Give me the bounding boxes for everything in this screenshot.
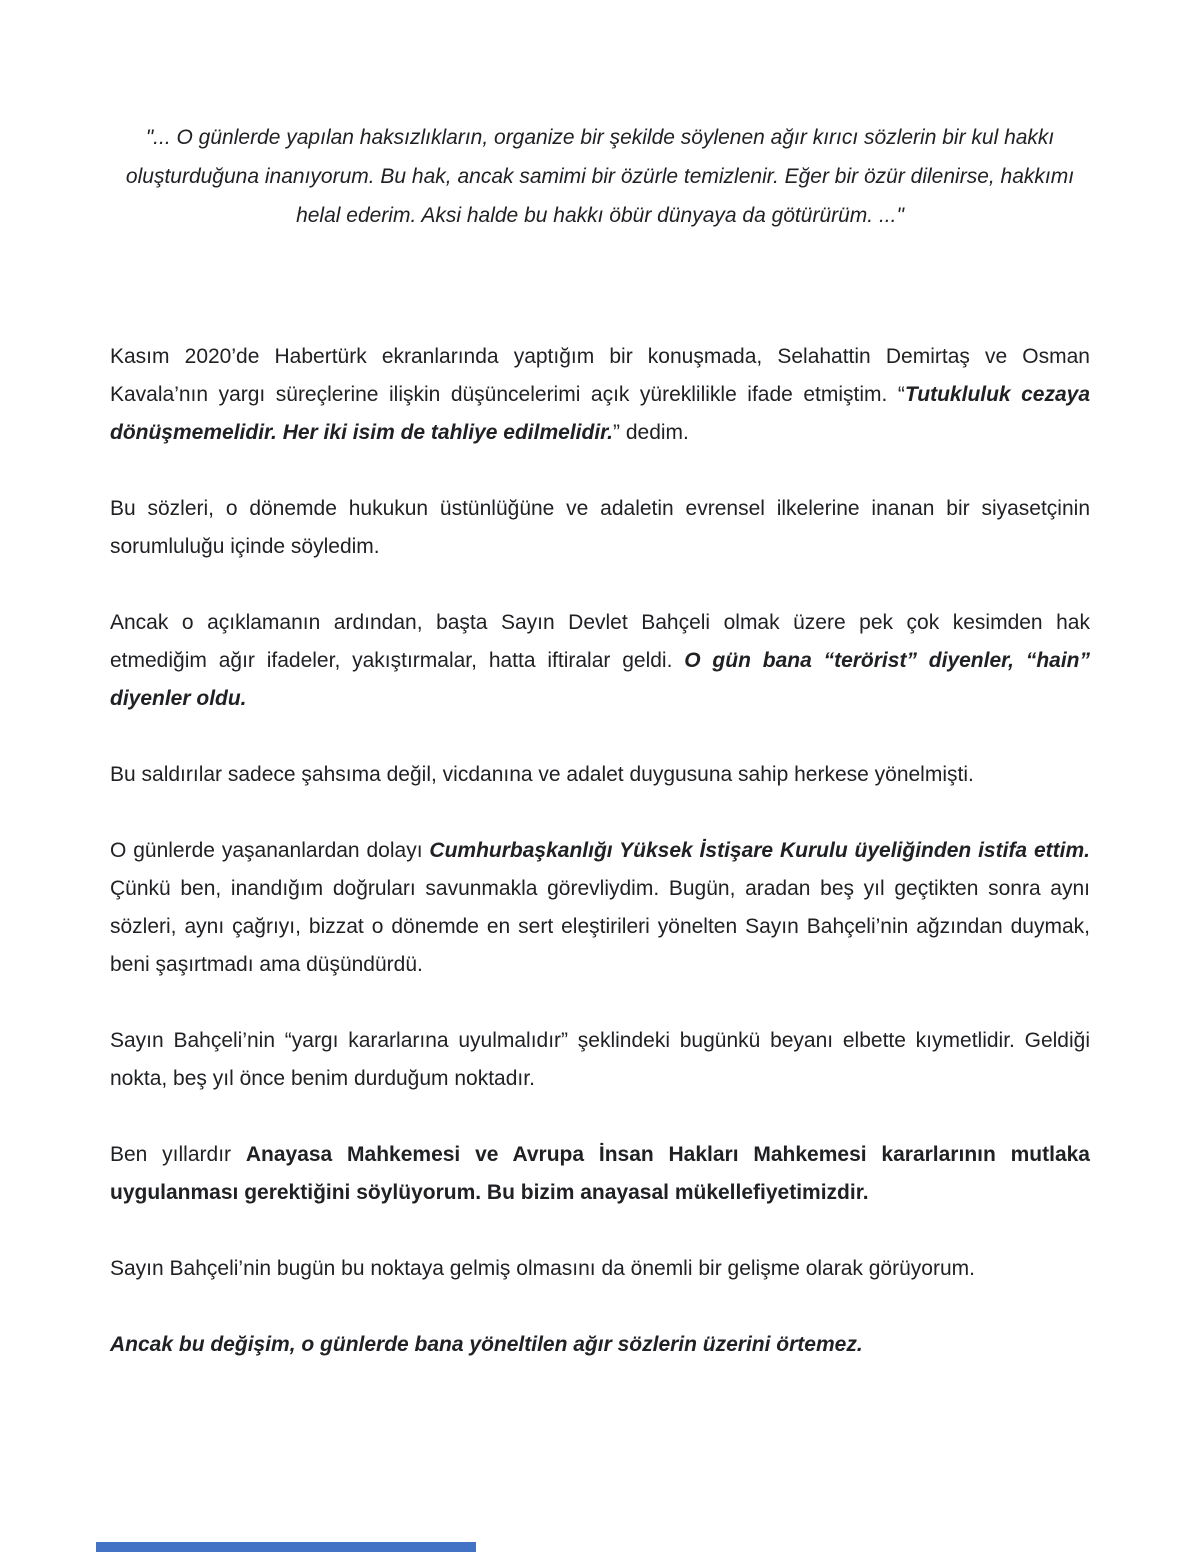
body-paragraph [110, 1326, 1090, 1364]
text-run: Anayasa Mahkemesi ve Avrupa İnsan Hakları Mahkemesi kararlarının mutlaka uygulanması gerektiğini söylüyorum. Bu bizim anayasal mükellefiyetimizdir. [110, 1143, 1090, 1204]
body-paragraph [110, 604, 1090, 718]
body-paragraph [110, 756, 1090, 794]
text-run: Ancak bu değişim, o günlerde bana yöneltilen ağır sözlerin üzerini örtemez. [110, 1333, 863, 1356]
text-run: Çünkü ben, inandığım doğruları savunmakla görevliydim. Bugün, aradan beş yıl geçtikten sonra aynı sözleri, aynı çağrıyı, bizzat o dönemde en sert eleştirileri yönelten Sayın Bahçeli’nin ağzından duymak, beni şaşırtmadı ama düşündürdü. [110, 877, 1090, 976]
text-run: Bu sözleri, o dönemde hukukun üstünlüğüne ve adaletin evrensel ilkelerine inanan bir siyasetçinin sorumluluğu içinde söyledim. [110, 497, 1090, 558]
opening-quote: "... O günlerde yapılan haksızlıkların, organize bir şekilde söylenen ağır kırıcı sözlerin bir kul hakkı oluşturduğuna inanıyorum. Bu hak, ancak samimi bir özürle temizlenir. Eğer bir özür dilenirse, hakkımı helal ederim. Aksi halde bu hakkı öbür dünyaya da götürürüm. ..." [125, 126, 1075, 227]
body-paragraph [110, 1136, 1090, 1212]
text-run: Tutukluluk cezaya dönüşmemelidir. Her iki isim de tahliye edilmelidir. [110, 383, 1091, 444]
text-run: O gün bana “terörist” diyenler, “hain” diyenler oldu. [110, 649, 1090, 710]
body-paragraph [110, 338, 1090, 452]
text-run: O günlerde yaşananlardan dolayı [110, 839, 430, 862]
body-paragraph [110, 1022, 1090, 1098]
text-run: ” dedim. [613, 421, 689, 444]
text-run: Ancak o açıklamanın ardından, başta Sayın Devlet Bahçeli olmak üzere pek çok kesimden hak etmediğim ağır ifadeler, yakıştırmalar, hatta iftiralar geldi. [110, 611, 1090, 672]
clipped-blue-element [96, 1542, 476, 1552]
body-paragraph [110, 490, 1090, 566]
text-run: Sayın Bahçeli’nin bugün bu noktaya gelmiş olmasını da önemli bir gelişme olarak görüyorum. [110, 1257, 975, 1280]
text-run: Kasım 2020’de Habertürk ekranlarında yaptığım bir konuşmada, Selahattin Demirtaş ve Osman Kavala’nın yargı süreçlerine ilişkin düşüncelerimi açık yüreklilikle ifade etmiştim. “ [110, 345, 1090, 406]
paragraph-list [110, 338, 1090, 1364]
text-run: Bu saldırılar sadece şahsıma değil, vicdanına ve adalet duygusuna sahip herkese yönelmişti. [110, 763, 974, 786]
text-run: Ben yıllardır [110, 1143, 246, 1166]
body-paragraph [110, 832, 1090, 984]
body-paragraph [110, 1250, 1090, 1288]
text-run: Sayın Bahçeli’nin “yargı kararlarına uyulmalıdır” şeklindeki bugünkü beyanı elbette kıymetlidir. Geldiği nokta, beş yıl önce benim durduğum noktadır. [110, 1029, 1090, 1090]
text-run: Cumhurbaşkanlığı Yüksek İstişare Kurulu üyeliğinden istifa ettim. [429, 839, 1091, 862]
